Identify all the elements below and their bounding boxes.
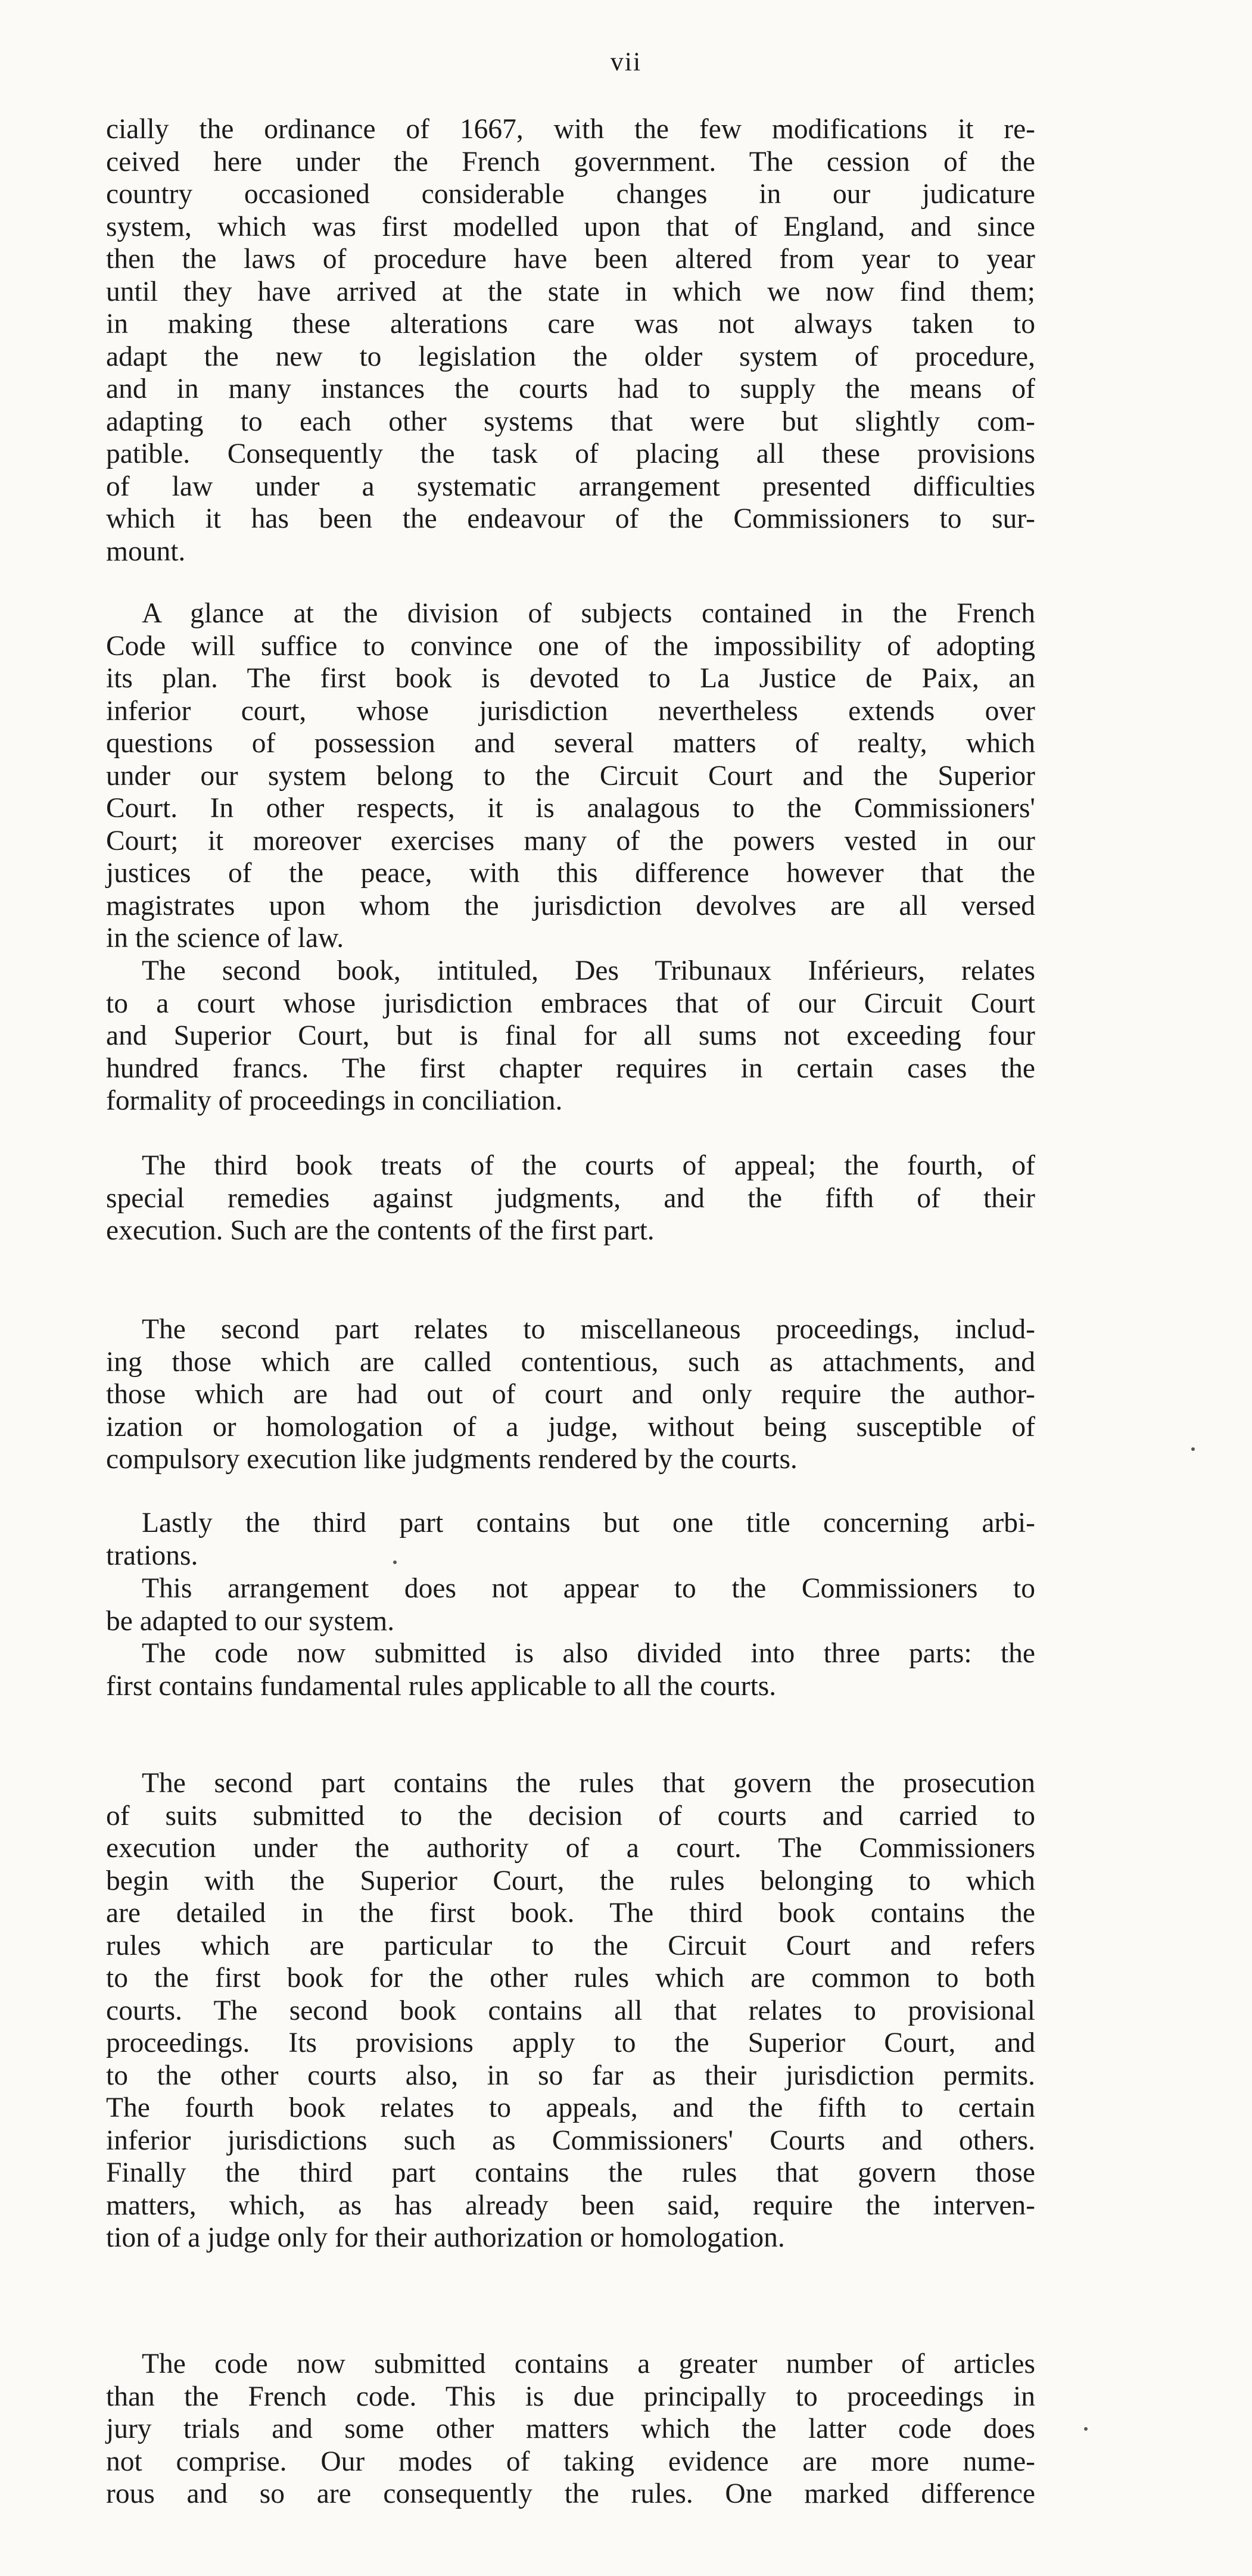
margin-speck <box>393 1560 397 1564</box>
text-line: justices of the peace, with this difference however that the <box>106 858 1035 889</box>
text-line: which it has been the endeavour of the Commissioners to sur- <box>106 503 1035 534</box>
text-line: patible. Consequently the task of placing all these provisions <box>106 438 1035 469</box>
paragraph <box>106 1313 1035 1476</box>
text-line: than the French code. This is due principally to proceedings in <box>106 2381 1035 2412</box>
text-line: and Superior Court, but is final for all sums not exceeding four <box>106 1020 1035 1051</box>
text-line: its plan. The first book is devoted to La Justice de Paix, an <box>106 663 1035 694</box>
text-line: matters, which, as has already been said, require the interven- <box>106 2189 1035 2221</box>
text-line: are detailed in the first book. The third book contains the <box>106 1898 1035 1929</box>
text-line: formality of proceedings in conciliation. <box>106 1085 563 1116</box>
text-line: execution under the authority of a court. The Commissioners <box>106 1833 1035 1864</box>
text-line: to the other courts also, in so far as their jurisdiction permits. <box>106 2060 1035 2091</box>
text-line: and in many instances the courts had to supply the means of <box>106 373 1035 404</box>
text-line: Code will suffice to convince one of the impossibility of adopting <box>106 630 1035 662</box>
paragraph <box>106 597 1035 955</box>
text-line: cially the ordinance of 1667, with the few modifications it re- <box>106 114 1035 145</box>
text-line: hundred francs. The first chapter requires in certain cases the <box>106 1052 1035 1084</box>
text-line: country occasioned considerable changes in our judicature <box>106 179 1035 210</box>
text-line: not comprise. Our modes of taking evidence are more nume- <box>106 2446 1035 2477</box>
text-line: The code now submitted contains a greater number of articles <box>142 2348 1035 2379</box>
text-line: system, which was first modelled upon that of England, and since <box>106 211 1035 242</box>
paragraph <box>106 2348 1035 2510</box>
paragraph <box>106 955 1035 1117</box>
text-line: This arrangement does not appear to the Commissioners to <box>142 1573 1035 1604</box>
margin-speck <box>1191 1447 1195 1451</box>
text-line: The second part contains the rules that govern the prosecution <box>142 1768 1035 1799</box>
text-line: Finally the third part contains the rules that govern those <box>106 2157 1035 2188</box>
text-line: Court. In other respects, it is analagous to the Commissioners' <box>106 793 1035 824</box>
paragraph <box>106 1572 1035 1637</box>
text-line: compulsory execution like judgments rendered by the courts. <box>106 1444 798 1475</box>
text-line: mount. <box>106 535 186 567</box>
text-line: jury trials and some other matters which the latter code does <box>106 2413 1035 2444</box>
paragraph <box>106 1507 1035 1572</box>
text-line: ceived here under the French government. The cession of the <box>106 146 1035 177</box>
text-line: A glance at the division of subjects contained in the French <box>142 598 1035 629</box>
text-line: tion of a judge only for their authorization or homologation. <box>106 2222 785 2253</box>
text-line: special remedies against judgments, and the fifth of their <box>106 1182 1035 1214</box>
text-line: under our system belong to the Circuit Court and the Superior <box>106 760 1035 792</box>
text-line: ing those which are called contentious, such as attachments, and <box>106 1346 1035 1378</box>
text-line: to the first book for the other rules which are common to both <box>106 1963 1035 1993</box>
text-line: of law under a systematic arrangement presented difficulties <box>106 471 1035 502</box>
text-line: The second part relates to miscellaneous proceedings, includ- <box>142 1314 1035 1345</box>
text-line: then the laws of procedure have been altered from year to year <box>106 244 1035 275</box>
text-line: until they have arrived at the state in which we now find them; <box>106 276 1035 307</box>
text-line: Lastly the third part contains but one title concerning arbi- <box>142 1507 1035 1538</box>
text-line: courts. The second book contains all that relates to provisional <box>106 1995 1035 2026</box>
text-line: begin with the Superior Court, the rules belonging to which <box>106 1865 1035 1896</box>
page-number: vii <box>610 47 642 76</box>
paragraph <box>106 1637 1035 1702</box>
paragraph <box>106 1767 1035 2254</box>
paragraph <box>106 113 1035 568</box>
text-line: of suits submitted to the decision of courts and carried to <box>106 1800 1035 1831</box>
text-line: The fourth book relates to appeals, and the fifth to certain <box>106 2092 1035 2123</box>
text-line: execution. Such are the contents of the first part. <box>106 1215 655 1246</box>
text-line: inferior jurisdictions such as Commissioners' Courts and others. <box>106 2125 1035 2156</box>
text-line: to a court whose jurisdiction embraces that of our Circuit Court <box>106 988 1035 1019</box>
text-line: inferior court, whose jurisdiction nevertheless extends over <box>106 695 1035 727</box>
text-line: Court; it moreover exercises many of the powers vested in our <box>106 825 1035 856</box>
paragraph <box>106 1150 1035 1247</box>
text-line: in making these alterations care was not always taken to <box>106 309 1035 339</box>
text-line: The third book treats of the courts of appeal; the fourth, of <box>142 1150 1035 1181</box>
text-line: questions of possession and several matters of realty, which <box>106 728 1035 759</box>
text-line: magistrates upon whom the jurisdiction devolves are all versed <box>106 890 1035 921</box>
text-line: be adapted to our system. <box>106 1605 395 1637</box>
text-line: first contains fundamental rules applicable to all the courts. <box>106 1670 777 1702</box>
text-line: The second book, intituled, Des Tribunaux Inférieurs, relates <box>142 955 1035 986</box>
text-line: rules which are particular to the Circuit Court and refers <box>106 1930 1035 1961</box>
text-line: rous and so are consequently the rules. One marked difference <box>106 2478 1035 2509</box>
margin-speck <box>1084 2427 1088 2431</box>
text-line: those which are had out of court and only require the author- <box>106 1379 1035 1410</box>
text-line: The code now submitted is also divided into three parts: the <box>142 1638 1035 1669</box>
text-line: proceedings. Its provisions apply to the Superior Court, and <box>106 2027 1035 2058</box>
text-line: trations. <box>106 1540 198 1571</box>
text-line: ization or homologation of a judge, without being susceptible of <box>106 1411 1035 1443</box>
text-line: adapt the new to legislation the older system of procedure, <box>106 341 1035 372</box>
text-line: adapting to each other systems that were but slightly com- <box>106 406 1035 437</box>
text-line: in the science of law. <box>106 923 344 954</box>
